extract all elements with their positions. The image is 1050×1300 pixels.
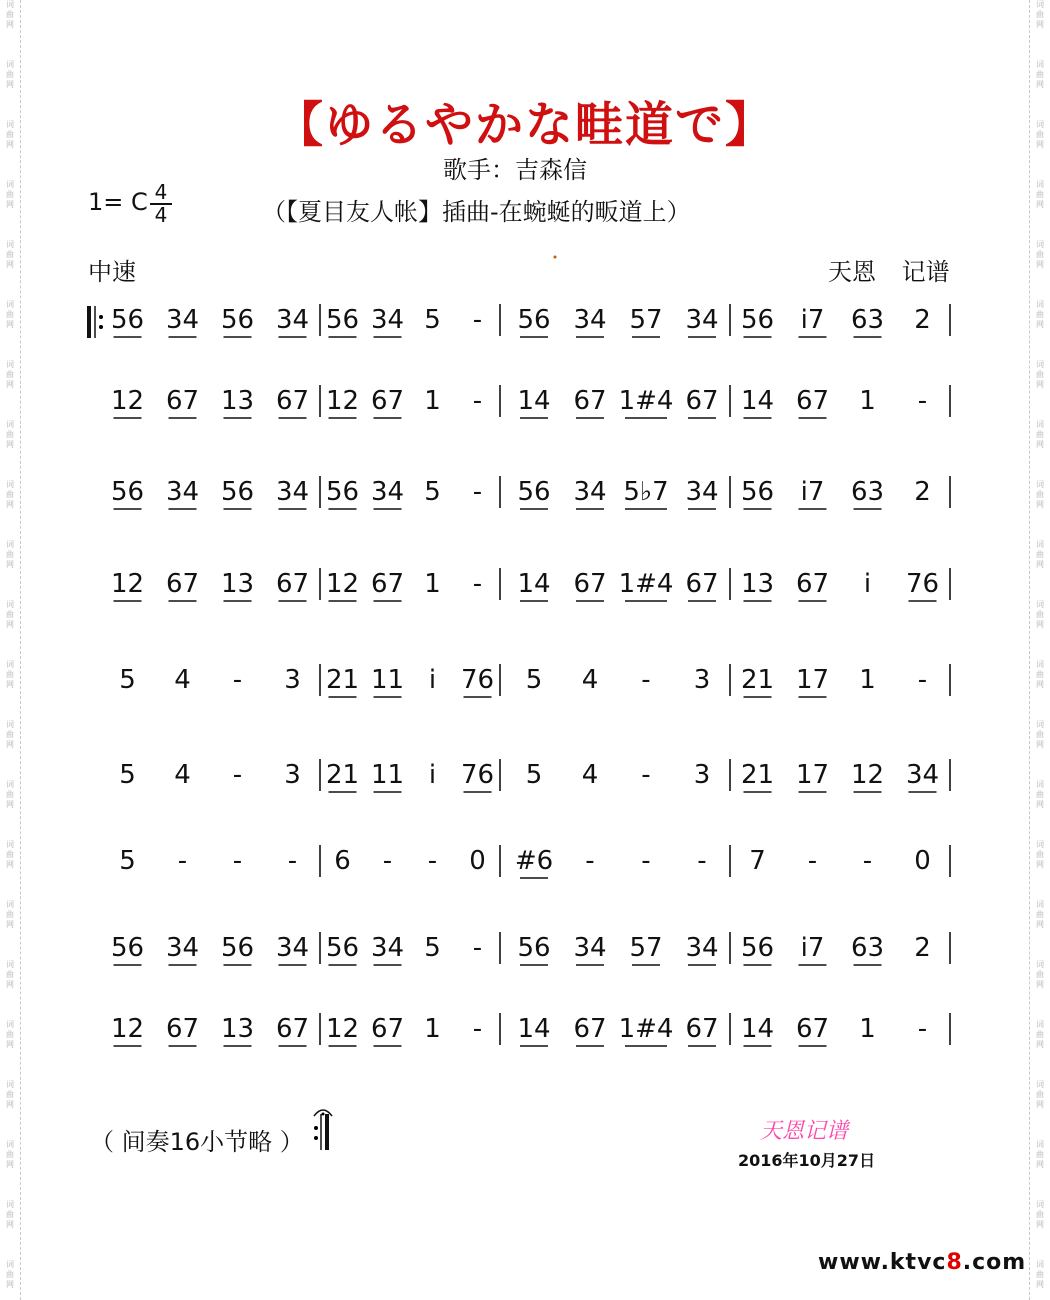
score-note: 12 [110,386,145,416]
score-note: 56 [325,477,360,507]
score-note: 67 [165,386,200,416]
score-note: 1 [859,386,876,416]
transcription-date: 2016年10月27日 [738,1151,876,1170]
score-note: 67 [573,569,607,599]
score-note: 67 [573,1014,607,1044]
score-note: 67 [275,1014,310,1044]
score-note: 3 [693,760,711,790]
watermark-glyph: 词 曲 网 [1036,1080,1044,1109]
score-note: 56 [740,305,775,335]
watermark-glyph: 词 曲 网 [1036,1020,1044,1049]
watermark-glyph: 词 曲 网 [1036,1260,1044,1289]
score-note: 56 [517,477,551,507]
watermark-glyph: 词 曲 网 [1036,660,1044,689]
score-note: 1 [424,386,441,416]
watermark-glyph: 词 曲 网 [1036,120,1044,149]
score-note: 67 [275,386,310,416]
score-note: 67 [165,569,200,599]
tempo-marking: 中速 [88,258,136,286]
score-note: 56 [220,305,255,335]
score-note: 34 [685,933,719,963]
song-title: 【ゆるやかな畦道で】 [274,97,775,153]
score-note: 34 [165,305,200,335]
score-note: 76 [460,665,495,695]
watermark-glyph: 词 曲 网 [6,540,14,569]
score-note: 5 [424,305,441,335]
score-note: 12 [110,569,145,599]
score-note: 0 [914,846,931,876]
score-note: 67 [573,386,607,416]
repeat-dot [99,315,103,319]
watermark-glyph: 词 曲 网 [1036,780,1044,809]
score-note: 11 [370,760,405,790]
score-note: 57 [629,933,663,963]
watermark-glyph: 词 曲 网 [6,180,14,209]
repeat-dot [99,325,103,329]
watermark-glyph: 词 曲 网 [6,1080,14,1109]
score-note: - [427,846,438,876]
watermark-glyph: 词 曲 网 [1036,180,1044,209]
score-note: 34 [905,760,940,790]
score-note: 4 [174,665,191,695]
score-note: 34 [370,305,405,335]
score-note: 63 [850,933,885,963]
score-note: 21 [325,760,360,790]
score-note: 34 [370,933,405,963]
website-mid: 8 [946,1250,963,1275]
score-note: 34 [573,477,607,507]
score-note: 56 [110,477,145,507]
score-note: 5 [119,760,136,790]
score-note: 13 [220,569,255,599]
watermark-glyph: 词 曲 网 [6,420,14,449]
watermark-glyph: 词 曲 网 [1036,360,1044,389]
score-note: - [807,846,818,876]
score-note: 34 [573,933,607,963]
score-note: 14 [740,1014,775,1044]
watermark-glyph: 词 曲 网 [1036,900,1044,929]
score-note: i [428,760,437,790]
score-note: 4 [174,760,191,790]
score-note: - [232,760,243,790]
score-note: 1#4 [618,386,674,416]
transcriber-stamp: 天恩记谱 [760,1119,849,1144]
score-note: 1 [424,1014,441,1044]
fermata-dot [322,1113,325,1116]
score-note: 56 [740,477,775,507]
score-note: 67 [685,569,719,599]
score-note: 13 [220,386,255,416]
repeat-end-dot [314,1126,318,1130]
watermark-glyph: 词 曲 网 [1036,240,1044,269]
score-note: 34 [573,305,607,335]
watermark-glyph: 词 曲 网 [6,1140,14,1169]
score-note: - [232,846,243,876]
score-note: i7 [800,305,825,335]
score-note: 21 [325,665,360,695]
score-note: 34 [370,477,405,507]
score-note: 2 [914,477,931,507]
score-note: 5 [424,933,441,963]
time-signature-bottom: 4 [154,203,168,227]
watermark-glyph: 词 曲 网 [1036,540,1044,569]
interlude-note: （ 间奏16小节略 ） [90,1128,304,1156]
watermark-glyph: 词 曲 网 [1036,1140,1044,1169]
score-note: 11 [370,665,405,695]
score-note: 21 [740,665,775,695]
watermark-glyph: 词 曲 网 [6,120,14,149]
score-note: 12 [110,1014,145,1044]
website-suffix: .com [962,1250,1027,1275]
watermark-glyph: 词 曲 网 [6,1200,14,1229]
score-note: 2 [914,933,931,963]
score-note: 14 [517,386,551,416]
score-note: - [472,305,483,335]
score-note: 17 [795,665,830,695]
score-note: 5 [424,477,441,507]
score-note: 63 [850,305,885,335]
score-note: 0 [469,846,486,876]
score-note: 67 [795,1014,830,1044]
score-note: 1 [424,569,441,599]
watermark-glyph: 词 曲 网 [1036,720,1044,749]
watermark-glyph: 词 曲 网 [6,720,14,749]
score-note: - [232,665,243,695]
score-note: 76 [460,760,495,790]
score-note: 13 [740,569,775,599]
score-note: i7 [800,477,825,507]
score-note: 5♭7 [623,477,669,507]
score-note: 34 [685,305,719,335]
score-note: - [697,846,707,876]
score-note: - [472,569,483,599]
score-note: i [428,665,437,695]
score-note: 12 [325,386,360,416]
score-note: 14 [740,386,775,416]
score-note: - [382,846,393,876]
score-note: - [585,846,595,876]
score-note: 67 [370,1014,405,1044]
score-note: 67 [165,1014,200,1044]
score-note: 56 [517,933,551,963]
watermark-glyph: 词 曲 网 [1036,420,1044,449]
repeat-end-dot [314,1136,318,1140]
score-note: - [641,760,651,790]
watermark-glyph: 词 曲 网 [6,780,14,809]
score-note: 5 [119,665,136,695]
score-note: 2 [914,305,931,335]
score-note: 67 [370,569,405,599]
score-note: 3 [284,665,301,695]
watermark-glyph: 词 曲 网 [1036,480,1044,509]
score-note: - [917,665,928,695]
watermark-glyph: 词 曲 网 [6,0,14,29]
score-note: 3 [284,760,301,790]
score-note: 56 [517,305,551,335]
score-note: 76 [905,569,940,599]
score-note: 5 [119,846,136,876]
key-signature: 1= C [88,188,148,216]
singer-label: 歌手：吉森信 [443,156,587,184]
score-note: 56 [325,305,360,335]
score-note: - [917,386,928,416]
website-logo [818,1250,1026,1275]
score-note: 34 [165,477,200,507]
score-note: 67 [275,569,310,599]
score-note: 12 [325,1014,360,1044]
watermark-glyph: 词 曲 网 [1036,1200,1044,1229]
score-note: 67 [370,386,405,416]
score-note: 67 [685,386,719,416]
score-note: 34 [275,305,310,335]
score-note: 67 [795,386,830,416]
score-note: 12 [850,760,885,790]
score-note: 3 [693,665,711,695]
watermark-glyph: 词 曲 网 [6,1260,14,1289]
score-note: - [917,1014,928,1044]
score-note: 4 [581,665,599,695]
score-note: 14 [517,1014,551,1044]
score-note: - [641,665,651,695]
watermark-glyph: 词 曲 网 [6,900,14,929]
watermark-glyph: 词 曲 网 [6,600,14,629]
score-note: #6 [514,846,554,876]
score-note: 13 [220,1014,255,1044]
score-note: 67 [685,1014,719,1044]
score-note: 17 [795,760,830,790]
score-note: i7 [800,933,825,963]
score-note: - [287,846,298,876]
score-note: 56 [110,933,145,963]
score-note: 6 [334,846,351,876]
watermark-glyph: 词 曲 网 [6,60,14,89]
score-note: - [862,846,873,876]
watermark-glyph: 词 曲 网 [1036,960,1044,989]
watermark-glyph: 词 曲 网 [6,300,14,329]
score-note: 56 [740,933,775,963]
watermark-glyph: 词 曲 网 [6,480,14,509]
watermark-glyph: 词 曲 网 [6,840,14,869]
score-note: - [472,477,483,507]
score-note: 5 [525,760,543,790]
score-note: 21 [740,760,775,790]
score-note: i [863,569,872,599]
watermark-glyph: 词 曲 网 [1036,0,1044,29]
score-note: 34 [275,477,310,507]
watermark-glyph: 词 曲 网 [6,240,14,269]
score-note: - [472,933,483,963]
score-note: - [641,846,651,876]
watermark-glyph: 词 曲 网 [1036,600,1044,629]
watermark-glyph: 词 曲 网 [1036,300,1044,329]
score-note: - [472,1014,483,1044]
watermark-glyph: 词 曲 网 [1036,840,1044,869]
watermark-glyph: 词 曲 网 [6,960,14,989]
score-note: 4 [581,760,599,790]
score-note: - [472,386,483,416]
score-note: 56 [220,933,255,963]
score-note: 63 [850,477,885,507]
subtitle: （【夏目友人帐】插曲-在蜿蜒的畈道上） [262,198,691,226]
score-note: 34 [165,933,200,963]
score-note: 1 [859,1014,876,1044]
score-note: 1#4 [618,1014,674,1044]
score-note: 56 [110,305,145,335]
score-note: 7 [749,846,766,876]
score-note: 1#4 [618,569,674,599]
watermark-glyph: 词 曲 网 [6,660,14,689]
watermark-glyph: 词 曲 网 [6,1020,14,1049]
time-signature-top: 4 [154,180,168,204]
score-note: 57 [629,305,663,335]
score-note: 1 [859,665,876,695]
decor-dot [554,256,557,259]
score-note: 56 [220,477,255,507]
website-prefix: www.ktvc [818,1250,947,1275]
score-note: 5 [525,665,543,695]
score-note: 34 [275,933,310,963]
watermark-glyph: 词 曲 网 [6,360,14,389]
score-note: 12 [325,569,360,599]
score-note: 34 [685,477,719,507]
watermark-glyph: 词 曲 网 [1036,60,1044,89]
score-note: 67 [795,569,830,599]
score-note: - [177,846,188,876]
transcriber-credit: 天恩 记谱 [828,258,950,286]
score-note: 14 [517,569,551,599]
score-note: 56 [325,933,360,963]
